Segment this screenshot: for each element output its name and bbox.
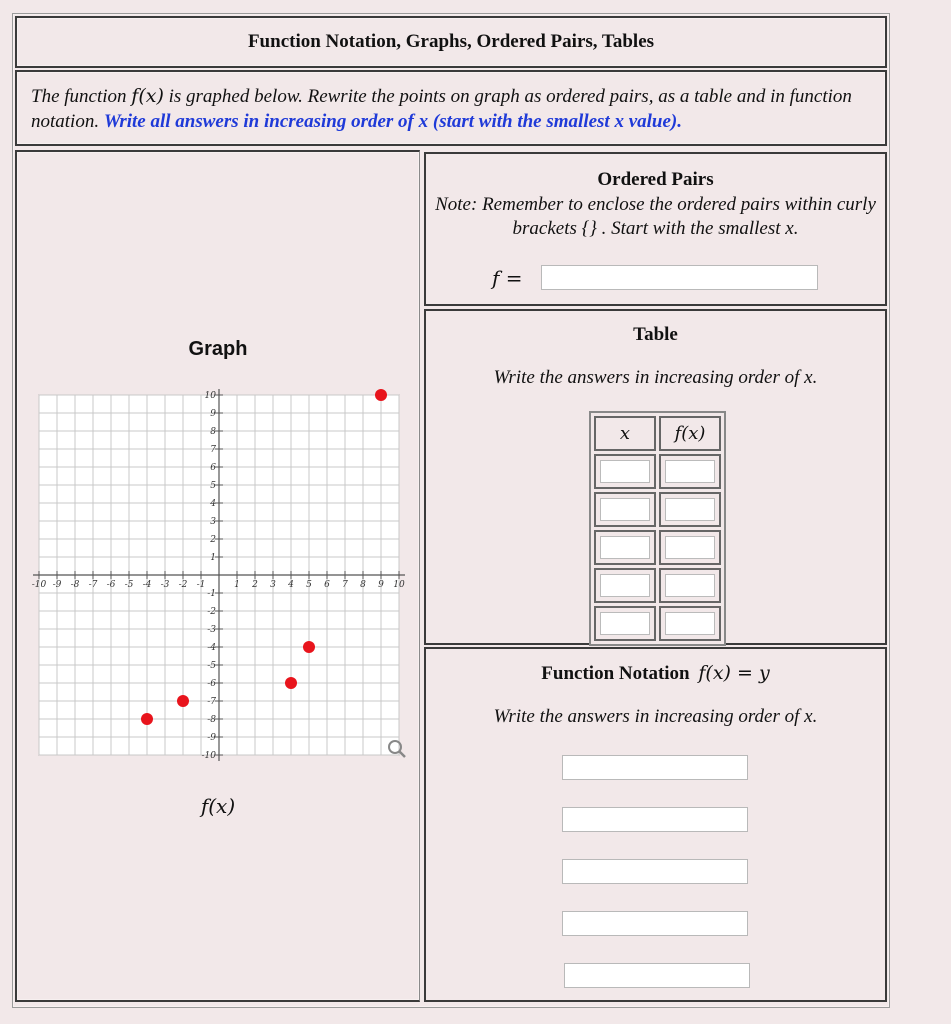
x-tick-label: -10 <box>31 580 47 590</box>
graph-caption: f(x) <box>200 794 236 818</box>
table-row <box>594 568 721 603</box>
x-tick-label: -5 <box>124 580 134 590</box>
instructions-box <box>15 70 887 146</box>
function-notation-instruction: Write the answers in increasing order of x. <box>493 706 818 727</box>
y-tick-label: -9 <box>207 733 216 743</box>
x-tick-label: 8 <box>360 580 366 590</box>
page-title: Function Notation, Graphs, Ordered Pairs, Tables <box>247 31 655 52</box>
x-tick-label: -7 <box>88 580 98 590</box>
x-tick-label: 4 <box>288 580 294 590</box>
title-banner <box>15 16 887 68</box>
table-cell-fx <box>659 454 721 489</box>
x-tick-label: 5 <box>306 580 312 590</box>
y-tick-label: 10 <box>204 391 216 401</box>
graph-panel <box>15 150 420 1002</box>
coordinate-graph[interactable] <box>29 385 409 765</box>
table-panel <box>424 309 887 645</box>
table-input-x-2[interactable] <box>600 498 650 521</box>
data-point-3 <box>285 677 297 689</box>
data-point-2 <box>177 695 189 707</box>
x-tick-label: 2 <box>252 580 258 590</box>
instructions-text-2: is graphed below. Rewrite the points on graph as ordered pairs, as a table and in function notation. <box>31 86 852 132</box>
x-tick-label: 9 <box>378 580 384 590</box>
x-tick-label: -3 <box>160 580 170 590</box>
y-tick-label: -5 <box>207 661 216 671</box>
table-cell-x <box>594 606 656 641</box>
table-input-fx-3[interactable] <box>665 536 715 559</box>
table-header-fx: f(x) <box>659 416 721 451</box>
x-tick-label: -1 <box>196 580 206 590</box>
table-cell-x <box>594 530 656 565</box>
table-header-row <box>594 416 721 451</box>
answer-table <box>589 411 726 646</box>
y-tick-label: 8 <box>210 427 216 437</box>
y-tick-label: -2 <box>207 607 216 617</box>
table-input-x-3[interactable] <box>600 536 650 559</box>
ordered-pairs-panel <box>424 152 887 306</box>
function-notation-input-3[interactable] <box>562 859 748 884</box>
table-input-fx-4[interactable] <box>665 574 715 597</box>
y-tick-label: -8 <box>207 715 216 725</box>
x-tick-label: 10 <box>393 580 405 590</box>
y-tick-label: 3 <box>210 517 216 527</box>
function-notation-input-5[interactable] <box>564 963 750 988</box>
y-tick-label: -4 <box>207 643 216 653</box>
function-notation-input-4[interactable] <box>562 911 748 936</box>
function-notation-input-1[interactable] <box>562 755 748 780</box>
y-tick-label: 7 <box>210 445 216 455</box>
data-point-4 <box>303 641 315 653</box>
function-notation-heading-row <box>426 662 885 685</box>
table-row <box>594 492 721 527</box>
x-tick-label: 7 <box>342 580 348 590</box>
y-tick-label: -1 <box>207 589 216 599</box>
table-input-x-5[interactable] <box>600 612 650 635</box>
table-input-fx-2[interactable] <box>665 498 715 521</box>
data-point-5 <box>375 389 387 401</box>
instructions-emphasis: Write all answers in increasing order of x (start with the smallest x value). <box>103 111 682 132</box>
ordered-pairs-note: Note: Remember to enclose the ordered pairs within curly brackets {} . Start with the smallest x. <box>435 194 876 239</box>
table-input-fx-5[interactable] <box>665 612 715 635</box>
ordered-pairs-label: f = <box>492 266 523 290</box>
table-cell-fx <box>659 568 721 603</box>
function-notation-heading: Function Notation <box>541 663 690 684</box>
x-tick-label: -6 <box>106 580 116 590</box>
table-cell-x <box>594 492 656 527</box>
ordered-pairs-heading: Ordered Pairs <box>597 169 714 190</box>
ordered-pairs-input[interactable] <box>541 265 818 290</box>
graph-heading: Graph <box>188 338 248 360</box>
table-input-fx-1[interactable] <box>665 460 715 483</box>
table-instruction: Write the answers in increasing order of x. <box>493 367 818 388</box>
y-tick-label: -6 <box>207 679 216 689</box>
y-tick-label: 1 <box>210 553 216 563</box>
y-tick-label: 5 <box>210 481 216 491</box>
y-tick-label: 6 <box>210 463 216 473</box>
table-cell-x <box>594 568 656 603</box>
x-tick-label: -2 <box>178 580 188 590</box>
x-tick-label: 3 <box>270 580 276 590</box>
table-cell-fx <box>659 492 721 527</box>
y-tick-label: 4 <box>210 499 216 509</box>
x-tick-label: -4 <box>142 580 152 590</box>
table-heading: Table <box>633 324 678 345</box>
function-notation-formula: f(x) = y <box>698 662 770 684</box>
x-tick-label: -8 <box>70 580 80 590</box>
y-tick-label: -10 <box>201 751 216 761</box>
table-cell-fx <box>659 530 721 565</box>
instructions-text-1: The function <box>31 86 132 107</box>
table-input-x-4[interactable] <box>600 574 650 597</box>
x-tick-label: -9 <box>52 580 62 590</box>
table-row <box>594 530 721 565</box>
y-tick-label: 9 <box>210 409 216 419</box>
table-header-x: x <box>594 416 656 451</box>
data-point-1 <box>141 713 153 725</box>
x-tick-label: 1 <box>234 580 240 590</box>
table-cell-fx <box>659 606 721 641</box>
x-tick-label: 6 <box>324 580 330 590</box>
table-row <box>594 606 721 641</box>
instructions-function: f(x) <box>131 85 164 107</box>
function-notation-panel <box>424 647 887 1002</box>
table-cell-x <box>594 454 656 489</box>
y-tick-label: 2 <box>210 535 216 545</box>
y-tick-label: -7 <box>207 697 216 707</box>
y-tick-label: -3 <box>207 625 216 635</box>
table-row <box>594 454 721 489</box>
function-notation-input-2[interactable] <box>562 807 748 832</box>
table-input-x-1[interactable] <box>600 460 650 483</box>
